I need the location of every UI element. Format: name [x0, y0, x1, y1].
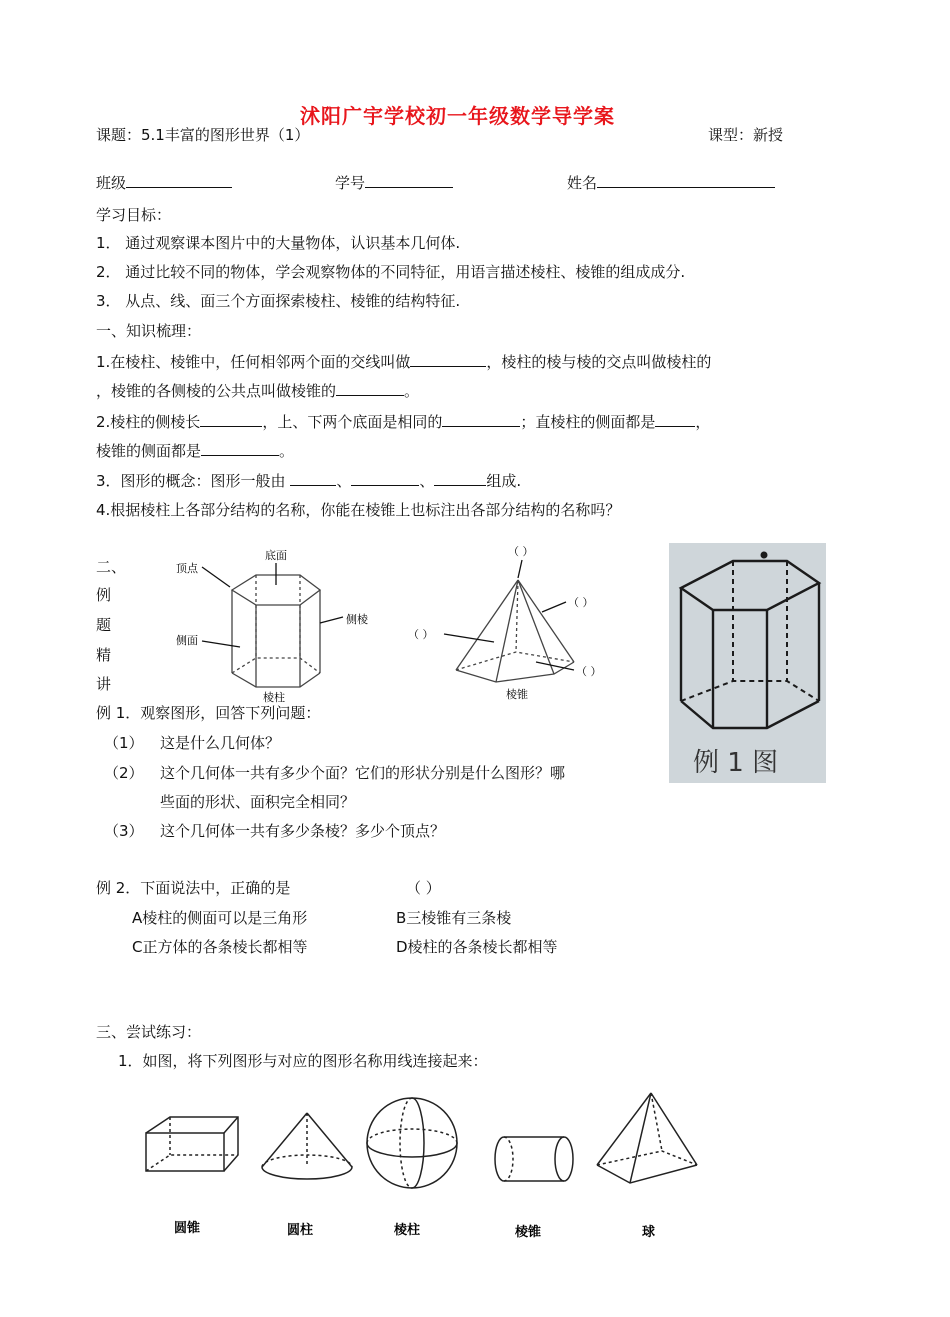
- prism-label-side-face: 侧面: [176, 634, 198, 647]
- prism-label-vertex: 顶点: [176, 562, 198, 575]
- photo-caption: 例 1 图: [693, 748, 779, 778]
- text: 3．图形的概念：图形一般由: [96, 472, 286, 490]
- shape-name-label: 圆锥: [174, 1221, 201, 1236]
- answer-blank: [201, 440, 279, 456]
- text: ，: [695, 413, 711, 431]
- pyramid-diagram: [404, 542, 624, 702]
- pyramid-label-blank: （ ）: [576, 665, 602, 678]
- example-2-option-b: B三棱锥有三条棱: [396, 909, 512, 927]
- id-field: [335, 172, 453, 193]
- section2-heading-char: 精: [96, 646, 112, 664]
- name-blank: [597, 172, 775, 188]
- example-1-q2-line-1: 这个几何体一共有多少个面？它们的形状分别是什么图形？哪: [160, 764, 566, 782]
- text: 2.棱柱的侧棱长: [96, 413, 201, 431]
- prism-label-side-edge: 侧棱: [346, 613, 368, 626]
- lesson-type: 课型：新授: [708, 126, 784, 144]
- text: 1.在棱柱、棱锥中，任何相邻两个面的交线叫做: [96, 353, 411, 371]
- class-blank: [126, 172, 232, 188]
- topic-label: 课题：5.1丰富的图形世界（1）: [96, 126, 310, 144]
- example-1-q1-number: （1）: [104, 734, 144, 752]
- class-field: [96, 172, 232, 193]
- text: 组成.: [486, 472, 522, 490]
- text: 、: [336, 472, 352, 490]
- question-1-line-2: [96, 380, 419, 401]
- answer-blank: [351, 470, 419, 486]
- id-label: 学号: [335, 174, 366, 192]
- example-1-q2-number: （2）: [104, 764, 144, 782]
- goal-item: 2． 通过比较不同的物体，学会观察物体的不同特征，用语言描述棱柱、棱锥的组成成分.: [96, 263, 686, 281]
- cylinder-shape: [495, 1137, 573, 1181]
- id-blank: [365, 172, 453, 188]
- example-2-title: 例 2．下面说法中，正确的是: [96, 879, 291, 897]
- example-2-option-d: D棱柱的各条棱长都相等: [396, 938, 558, 956]
- section1-heading: 一、知识梳理：: [96, 322, 202, 340]
- name-label: 姓名: [567, 174, 598, 192]
- pyramid-label-blank: （ ）: [568, 596, 594, 609]
- goal-item: 3． 从点、线、面三个方面探索棱柱、棱锥的结构特征.: [96, 292, 461, 310]
- example-2-answer-blank: （ ）: [406, 879, 441, 897]
- answer-blank: [655, 411, 695, 427]
- pyramid-label-blank: （ ）: [508, 545, 534, 558]
- question-3: [96, 470, 521, 491]
- text: ，棱锥的各侧棱的公共点叫做棱锥的: [96, 382, 337, 400]
- example-1-q2-line-2: 些面的形状、面积完全相同？: [160, 793, 356, 811]
- section2-heading-char: 二、: [96, 558, 127, 576]
- prism-caption: 棱柱: [263, 691, 285, 704]
- question-2-line-1: [96, 411, 710, 432]
- answer-blank: [434, 470, 486, 486]
- example-1-q3: 这个几何体一共有多少条棱？多少个顶点？: [160, 822, 446, 840]
- example-1-q1: 这是什么几何体？: [160, 734, 281, 752]
- answer-blank: [442, 411, 520, 427]
- question-4: 4.根据棱柱上各部分结构的名称，你能在棱锥上也标注出各部分结构的名称吗？: [96, 501, 621, 519]
- section3-question-1: 1．如图，将下列图形与对应的图形名称用线连接起来：: [118, 1052, 488, 1070]
- pyramid-label-blank: （ ）: [408, 628, 434, 641]
- example-1-title: 例 1．观察图形，回答下列问题：: [96, 704, 321, 722]
- example-1-q3-number: （3）: [104, 822, 144, 840]
- shape-name-label: 棱锥: [515, 1225, 542, 1240]
- text: ，上、下两个底面是相同的: [262, 413, 443, 431]
- section2-heading-char: 讲: [96, 675, 112, 693]
- text: 、: [419, 472, 435, 490]
- name-field: [567, 172, 775, 193]
- hexagonal-prism-figure: [669, 543, 826, 783]
- answer-blank: [410, 351, 486, 367]
- goals-heading: 学习目标：: [96, 206, 172, 224]
- answer-blank: [200, 411, 262, 427]
- shape-name-label: 棱柱: [394, 1223, 421, 1238]
- text: 。: [404, 382, 420, 400]
- prism-shape: [146, 1117, 238, 1171]
- cone-shape: [262, 1113, 352, 1179]
- shape-name-label: 球: [642, 1225, 656, 1240]
- example-2-option-c: C正方体的各条棱长都相等: [132, 938, 308, 956]
- sphere-shape: [367, 1098, 457, 1188]
- question-1-line-1: [96, 351, 711, 372]
- prism-label-bottom-face: 底面: [265, 549, 287, 562]
- question-2-line-2: [96, 440, 294, 461]
- example-1-photo: [669, 543, 826, 783]
- text: 。: [279, 442, 295, 460]
- text: ；直棱柱的侧面都是: [520, 413, 656, 431]
- text: ，棱柱的棱与棱的交点叫做棱柱的: [486, 353, 712, 371]
- prism-diagram: [168, 545, 378, 705]
- example-2-option-a: A棱柱的侧面可以是三角形: [132, 909, 308, 927]
- section3-heading: 三、尝试练习：: [96, 1023, 202, 1041]
- goal-item: 1． 通过观察课本图片中的大量物体，认识基本几何体.: [96, 234, 461, 252]
- shape-name-label: 圆柱: [287, 1223, 314, 1238]
- pyramid-caption: 棱锥: [506, 688, 528, 701]
- page-title: 沭阳广宇学校初一年级数学导学案: [300, 104, 615, 128]
- answer-blank: [336, 380, 404, 396]
- answer-blank: [290, 470, 336, 486]
- section2-heading-char: 题: [96, 616, 112, 634]
- pyramid-shape: [597, 1093, 697, 1183]
- text: 棱锥的侧面都是: [96, 442, 202, 460]
- section2-heading-char: 例: [96, 586, 112, 604]
- class-label: 班级: [96, 174, 127, 192]
- solid-shapes-figure: [132, 1085, 717, 1245]
